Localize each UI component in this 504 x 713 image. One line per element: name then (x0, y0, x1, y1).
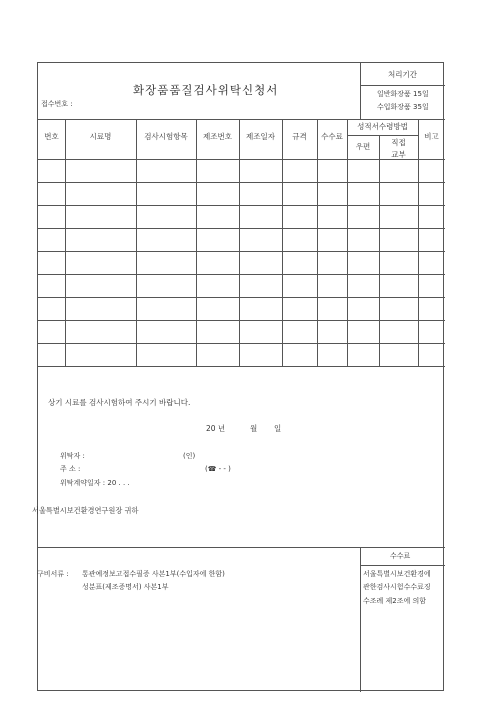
fee-box-line1: 서울특별시보건환경에 (363, 570, 431, 578)
attachments-label: 구비서류 : (37, 570, 69, 578)
table-column-divider (282, 119, 283, 366)
col-header-delivery-method: 성적서수령방법 (357, 122, 408, 131)
table-column-divider (196, 119, 197, 366)
processing-period-general: 일반화장품 15일 (377, 90, 429, 98)
col-header-manufacture-no: 제조번호 (203, 132, 232, 141)
table-column-divider (239, 119, 240, 366)
addressee: 서울특별시보건환경연구원장 귀하 (32, 506, 139, 515)
col-header-sample-name: 시료명 (89, 132, 112, 141)
table-row (38, 366, 445, 367)
col-header-fee: 수수료 (321, 132, 343, 141)
contract-date: 위탁계약일자 : 20 . . . (60, 479, 130, 487)
table-row (38, 182, 445, 183)
date-year: 20 년 (206, 424, 226, 433)
table-row (38, 251, 445, 252)
table-row (38, 274, 445, 275)
phone-field: (☎ - - ) (205, 465, 231, 473)
table-column-divider (347, 119, 348, 366)
table-column-divider (418, 119, 419, 366)
col-header-spec: 규격 (292, 132, 307, 141)
date-day: 일 (274, 424, 282, 433)
processing-period-label: 처리기간 (388, 70, 417, 79)
quality-test-request-form (32, 62, 444, 691)
col-header-test-items: 검사시험항목 (144, 132, 188, 141)
col-header-remarks: 비고 (424, 132, 439, 141)
attachment-item-2: 성분표(제조증명서) 사본1부 (82, 583, 169, 591)
col-header-manufacture-date: 제조일자 (246, 132, 275, 141)
address-label: 주 소 : (60, 465, 81, 473)
date-month: 월 (250, 424, 258, 433)
receipt-number-label: 접수번호 : (41, 100, 73, 108)
col-header-no: 번호 (44, 132, 59, 141)
form-title: 화장품품질검사위탁신청서 (133, 83, 279, 97)
processing-period-import: 수입화장품 35일 (377, 103, 429, 111)
col-header-direct: 직접 교부 (391, 138, 406, 160)
table-row (38, 320, 445, 321)
fee-box-line2: 관한검사시험수수료징 (363, 583, 431, 591)
col-header-mail: 우편 (355, 142, 371, 151)
table-column-divider (65, 119, 66, 366)
applicant-seal: (인) (183, 452, 196, 460)
request-text: 상기 시료를 검사시험하여 주시기 바랍니다. (48, 398, 191, 407)
applicant-label: 위탁자 : (60, 452, 85, 460)
table-column-divider (317, 119, 318, 366)
table-row (38, 205, 445, 206)
fee-box-line3: 수조례 제2조에 의함 (363, 597, 426, 605)
table-row (38, 343, 445, 344)
fee-box-label: 수수료 (390, 552, 411, 560)
table-row (38, 228, 445, 229)
attachment-item-1: 통관예정보고접수필증 사본1부(수입자에 한함) (82, 570, 225, 578)
table-row (38, 297, 445, 298)
table-column-divider (136, 119, 137, 366)
table-column-divider (379, 159, 380, 366)
